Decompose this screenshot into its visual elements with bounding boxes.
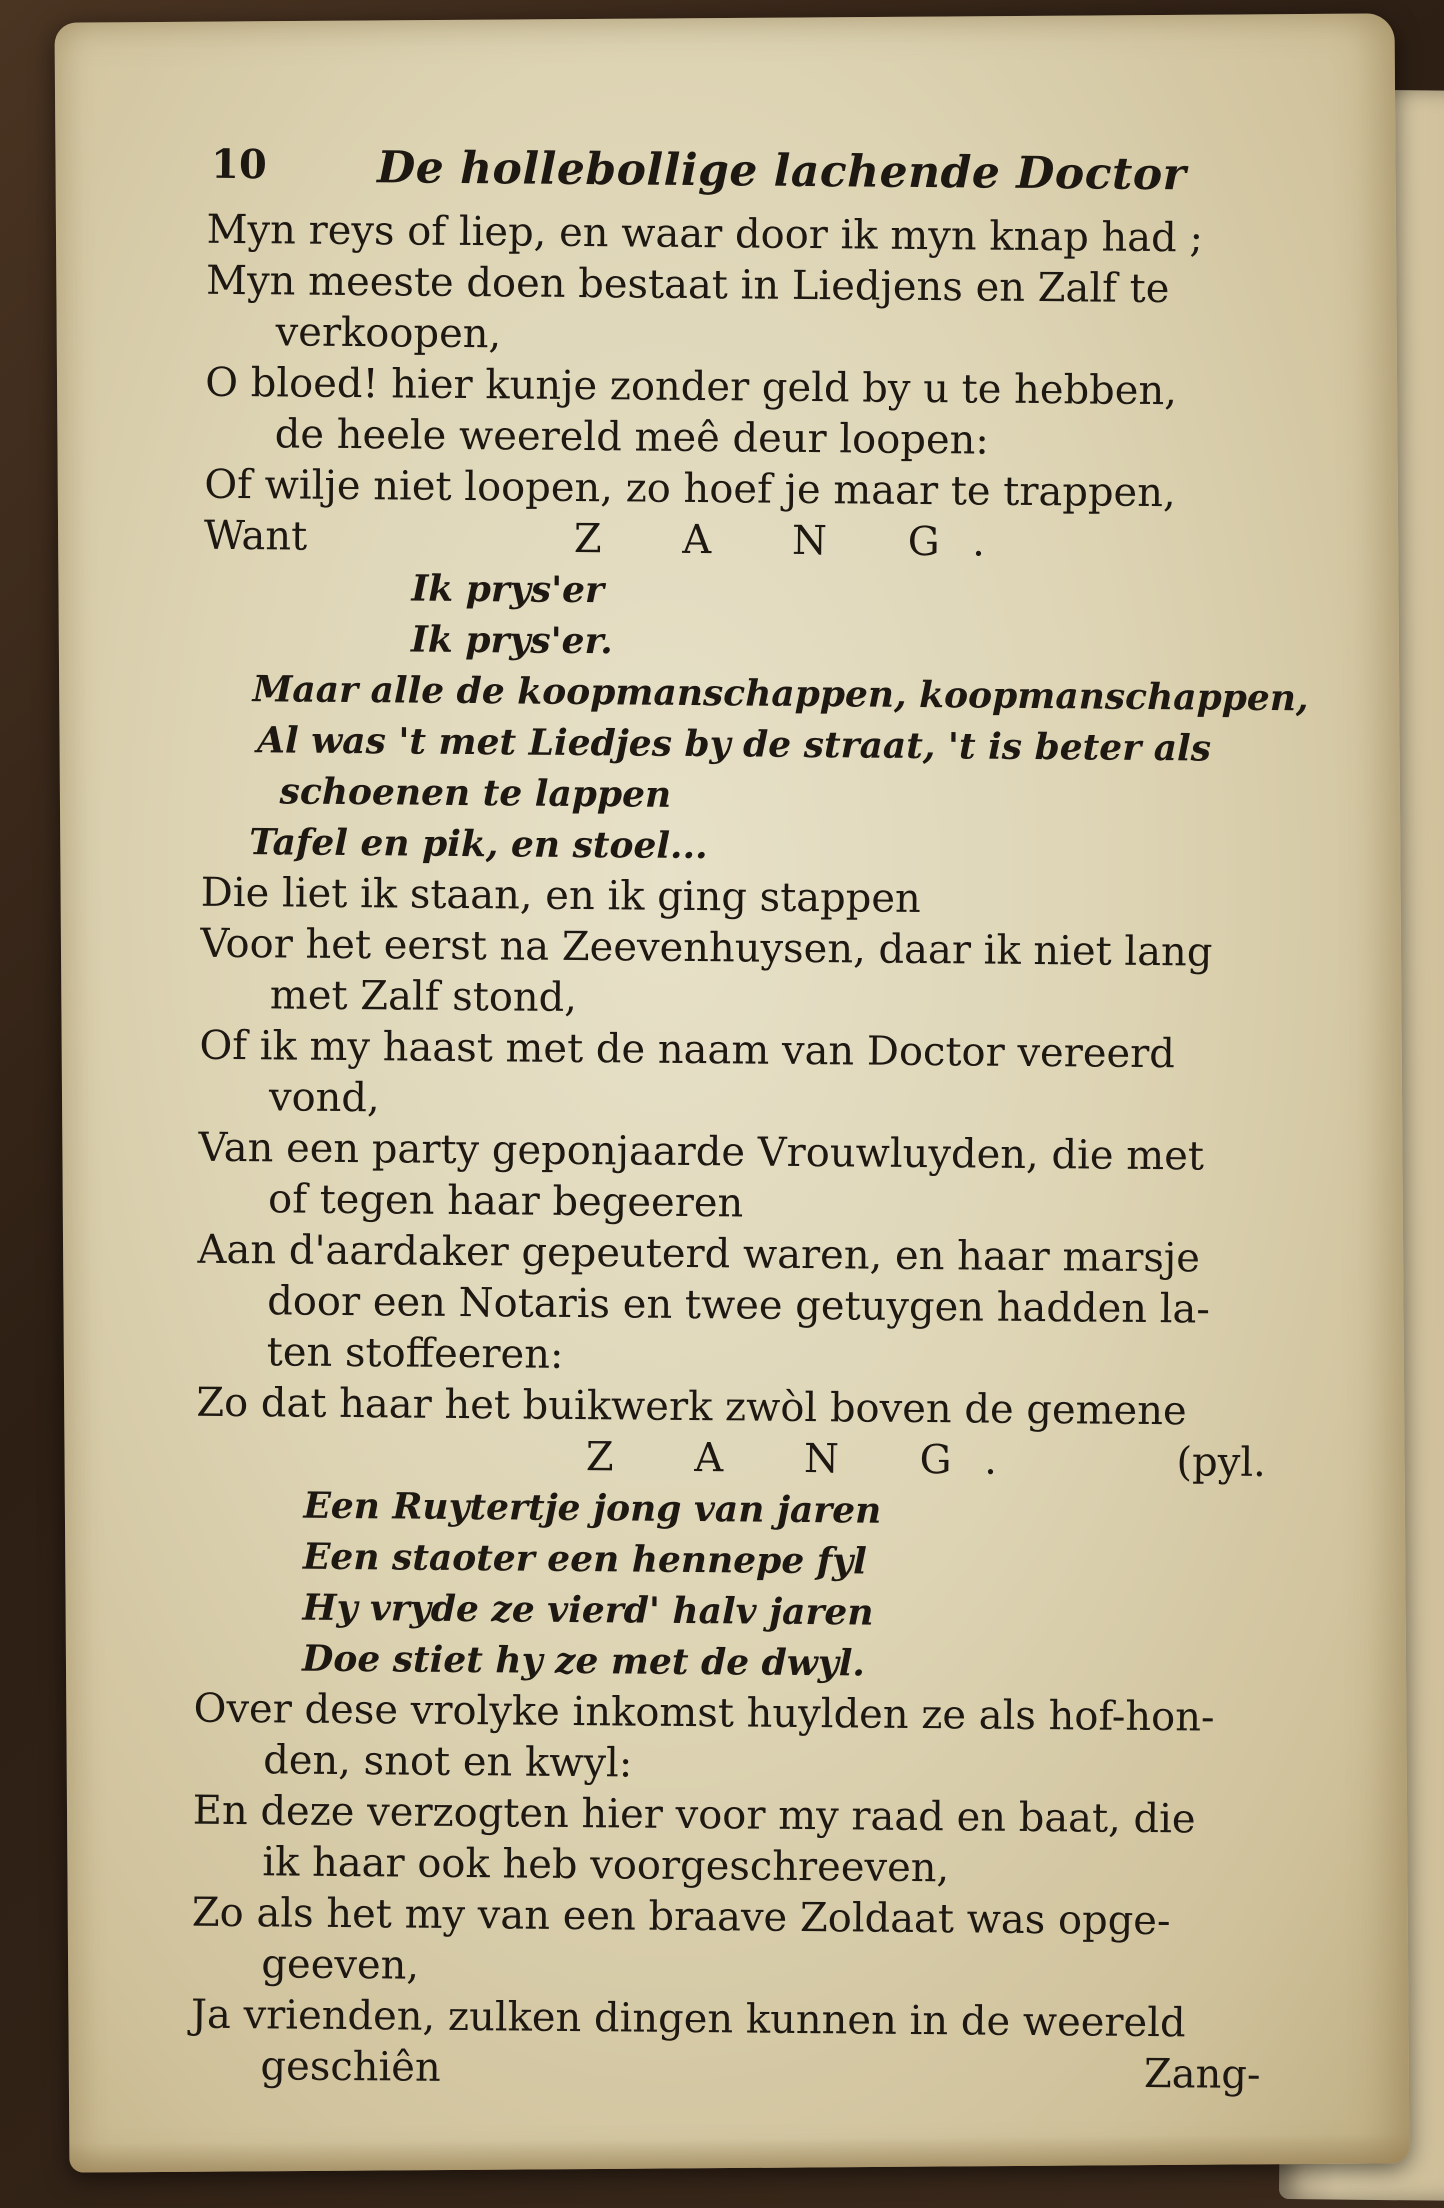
text-word: geschiên xyxy=(260,2043,441,2091)
want-zang-line xyxy=(134,510,1274,571)
last-line xyxy=(120,2040,1260,2101)
text-line: Ja vrienden, zulken dingen kunnen in de weereld xyxy=(190,1991,1186,2047)
song-line: schoenen te lappen xyxy=(279,770,672,816)
text-line: verkoopen, xyxy=(275,309,502,358)
text-line: Over dese vrolyke inkomst huylden ze als hof-hon- xyxy=(193,1685,1215,1741)
text-line: O bloed! hier kunje zonder geld by u te hebben, xyxy=(205,359,1178,415)
text-line: of tegen haar begeeren xyxy=(267,1176,744,1227)
running-title: De hollebollige lachende Doctor xyxy=(376,142,1187,201)
text-line: Zo als het my van een braave Zoldaat was opge- xyxy=(191,1889,1171,1945)
text-line: geeven, xyxy=(261,1941,420,1989)
text-line: de heele weereld meê deur loopen: xyxy=(274,411,990,464)
song-line: Ik prys'er. xyxy=(410,618,613,663)
song-line: Doe stiet hy ze met de dwyl. xyxy=(301,1637,866,1685)
song-line: Ik prys'er xyxy=(411,567,605,612)
text-line: Aan d'aardaker gepeuterd waren, en haar marsje xyxy=(197,1226,1201,1282)
turnover-word: (pyl. xyxy=(1176,1439,1267,1487)
song-line: Al was 't met Liedjes by de straat, 't is beter als xyxy=(256,719,1212,770)
text-line: vond, xyxy=(268,1074,380,1122)
text-line: den, snot en kwyl: xyxy=(262,1737,633,1787)
song-line: Maar alle de koopmanschappen, koopmanschappen, xyxy=(252,668,1309,720)
text-line: Myn reys of liep, en waar door ik myn knap had ; xyxy=(206,206,1204,262)
text-line: Voor het eerst na Zeevenhuysen, daar ik niet lang xyxy=(200,920,1213,976)
text-line: En deze verzogten hier voor my raad en baat, die xyxy=(192,1787,1196,1843)
song-line: Een Ruytertje jong van jaren xyxy=(303,1484,882,1532)
page-number: 10 xyxy=(210,140,268,189)
text-line: Die liet ik staan, en ik ging stappen xyxy=(200,869,921,922)
text-line: Myn meeste doen bestaat in Liedjens en Zalf te xyxy=(205,257,1170,313)
text-line: met Zalf stond, xyxy=(269,972,578,1021)
song-heading: Z A N G. xyxy=(573,515,1020,566)
song-heading: Z A N G. xyxy=(585,1434,1032,1484)
song-line: Een staoter een hennepe fyl xyxy=(302,1535,867,1583)
running-header xyxy=(137,140,1278,214)
song-line: Hy vryde ze vierd' halv jaren xyxy=(302,1586,874,1634)
text-line: ten stoffeeren: xyxy=(266,1329,564,1378)
catchword: Zang- xyxy=(1143,2050,1261,2099)
text-line: door een Notaris en twee getuygen hadden la- xyxy=(267,1278,1211,1333)
text-line: Of ik my haast met de naam van Doctor vereerd xyxy=(199,1022,1176,1078)
page-text xyxy=(120,140,1309,2101)
text-word: Want xyxy=(203,512,308,560)
text-line: Zo dat haar het buikwerk zwòl boven de gemene xyxy=(196,1379,1187,1435)
book-page xyxy=(55,13,1410,2172)
text-line: ik haar ook heb voorgeschreeven, xyxy=(262,1839,950,1892)
text-line: Van een party geponjaarde Vrouwluyden, die met xyxy=(198,1124,1205,1180)
text-line: Of wilje niet loopen, zo hoef je maar te trappen, xyxy=(204,461,1176,517)
song-line: Tafel en pik, en stoel... xyxy=(249,821,708,868)
